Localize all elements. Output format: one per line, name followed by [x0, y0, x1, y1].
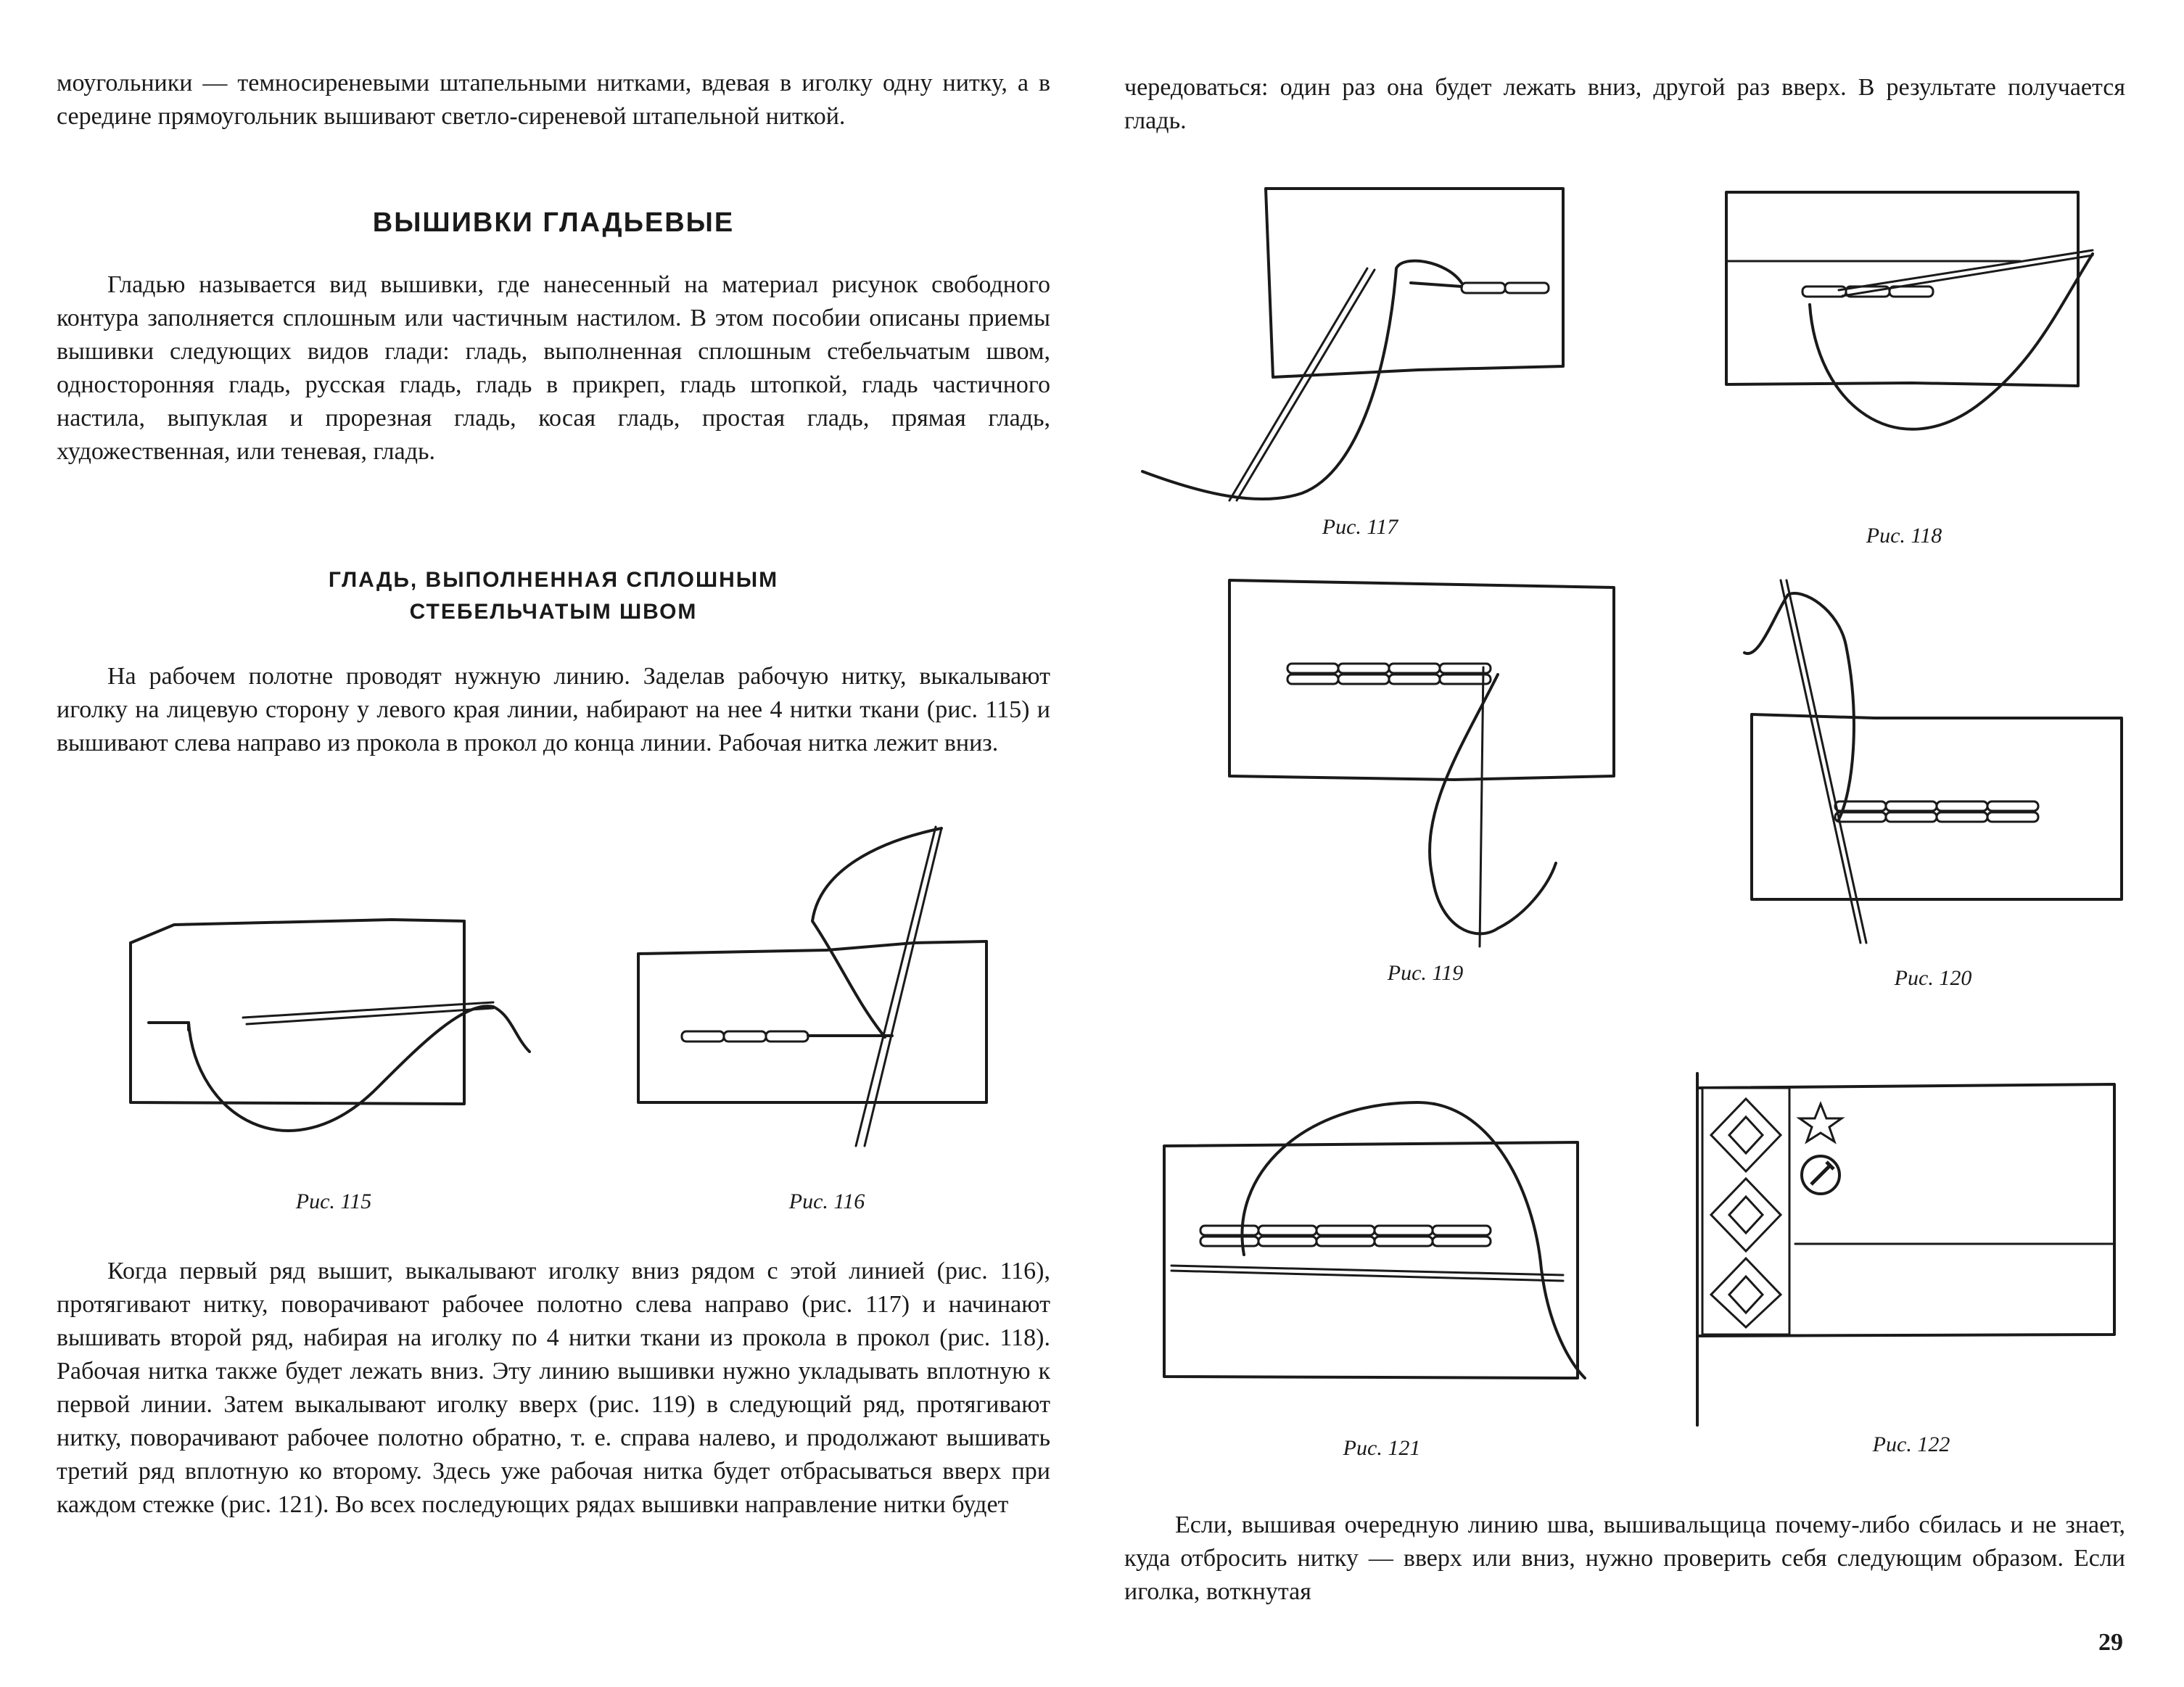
figure-117	[1142, 181, 1578, 558]
figure-122-caption: Рис. 122	[1872, 1432, 1950, 1456]
star-hammer-sickle-icon	[1800, 1104, 1842, 1194]
paragraph-continued: чередоваться: один раз она будет лежать вниз, другой раз вверх. В результате получается гладь.	[1124, 74, 2125, 134]
paragraph-definition: Гладью называется вид вышивки, где нанесенный на материал рисунок свободного контура заполняется сплошным или частичным настилом. В этом пособии описаны приемы вышивки следующих видов глади: гладь, выполненная сплошным стебельчатым швом, односторонняя гладь, русская гладь, гладь в прикреп, гладь штопкой, гладь частичного настила, выпуклая и прорезная гладь, косая гладь, простая гладь, прямая гладь, художественная, или теневая, гладь.	[57, 271, 1050, 465]
figure-120-drawing	[1730, 573, 2136, 950]
figure-120	[1730, 573, 2136, 1008]
figure-119-caption: Рис. 119	[1387, 961, 1464, 985]
figure-120-caption: Рис. 120	[1894, 966, 1972, 990]
paragraph-checking: Если, вышивая очередную линию шва, вышивальщица почему-либо сбилась и не знает, куда отбросить нитку — вверх или вниз, нужно проверить себя следующим образом. Если иголка, воткнутая	[1124, 1511, 2125, 1605]
paragraph-instructions: На рабочем полотне проводят нужную линию. Заделав рабочую нитку, выкалывают иголку на лицевую сторону у левого края линии, набирают на нее 4 нитки ткани (рис. 115) и вышивают слева направо из прокола в прокол до конца линии. Рабочая нитка лежит вниз.	[57, 663, 1050, 756]
figure-118	[1715, 189, 2093, 558]
figure-118-drawing	[1715, 189, 2093, 508]
figure-117-caption: Рис. 117	[1322, 515, 1398, 539]
subsection-heading-line2: СТЕБЕЛЬЧАТЫМ ШВОМ	[409, 600, 698, 624]
subsection-heading	[57, 564, 1050, 628]
figure-119-drawing	[1222, 573, 1628, 950]
right-page	[1092, 0, 2184, 1687]
figure-115	[116, 812, 551, 1218]
figure-122-drawing	[1686, 1066, 2136, 1429]
figure-121-drawing	[1157, 1088, 1607, 1451]
figure-121	[1157, 1088, 1607, 1494]
paragraph-continued: моугольники — темносиреневыми штапельными нитками, вдевая в иголку одну нитку, а в середине прямоугольник вышивают светло-сиреневой штапельной ниткой.	[57, 70, 1050, 130]
figure-116-drawing	[638, 805, 1015, 1168]
figure-121-caption: Рис. 121	[1343, 1436, 1421, 1460]
page-number: 29	[2098, 1629, 2123, 1656]
figure-122	[1686, 1066, 2136, 1472]
figure-118-caption: Рис. 118	[1866, 524, 1942, 548]
section-heading: ВЫШИВКИ ГЛАДЬЕВЫЕ	[372, 207, 735, 238]
figure-116-caption: Рис. 116	[788, 1189, 865, 1213]
paragraph-procedure: Когда первый ряд вышит, выкалывают иголку вниз рядом с этой линией (рис. 116), протягивают нитку, поворачивают рабочее полотно слева направо (рис. 117) и начинают вышивать второй ряд, набирая на иголку по 4 нитки ткани из прокола в прокол (рис. 118). Рабочая нитка также будет лежать вниз. Эту линию вышивки нужно укладывать вплотную к первой линии. Затем выкалывают иголку вверх (рис. 119) в следующий ряд, протягивают нитку, поворачивают рабочее полотно обратно, т. е. справа налево, и продолжают вышивать третий ряд вплотную ко второму. Здесь уже рабочая нитка будет отбрасываться вверх при каждом стежке (рис. 121). Во всех последующих рядах вышивки направление нитки будет	[57, 1258, 1050, 1518]
figure-115-caption: Рис. 115	[295, 1189, 372, 1213]
figure-115-drawing	[116, 812, 551, 1175]
figure-117-drawing	[1142, 181, 1578, 508]
figure-119	[1222, 573, 1628, 1008]
figure-116	[638, 805, 1015, 1218]
subsection-heading-line1: ГЛАДЬ, ВЫПОЛНЕННАЯ СПЛОШНЫМ	[328, 568, 779, 592]
